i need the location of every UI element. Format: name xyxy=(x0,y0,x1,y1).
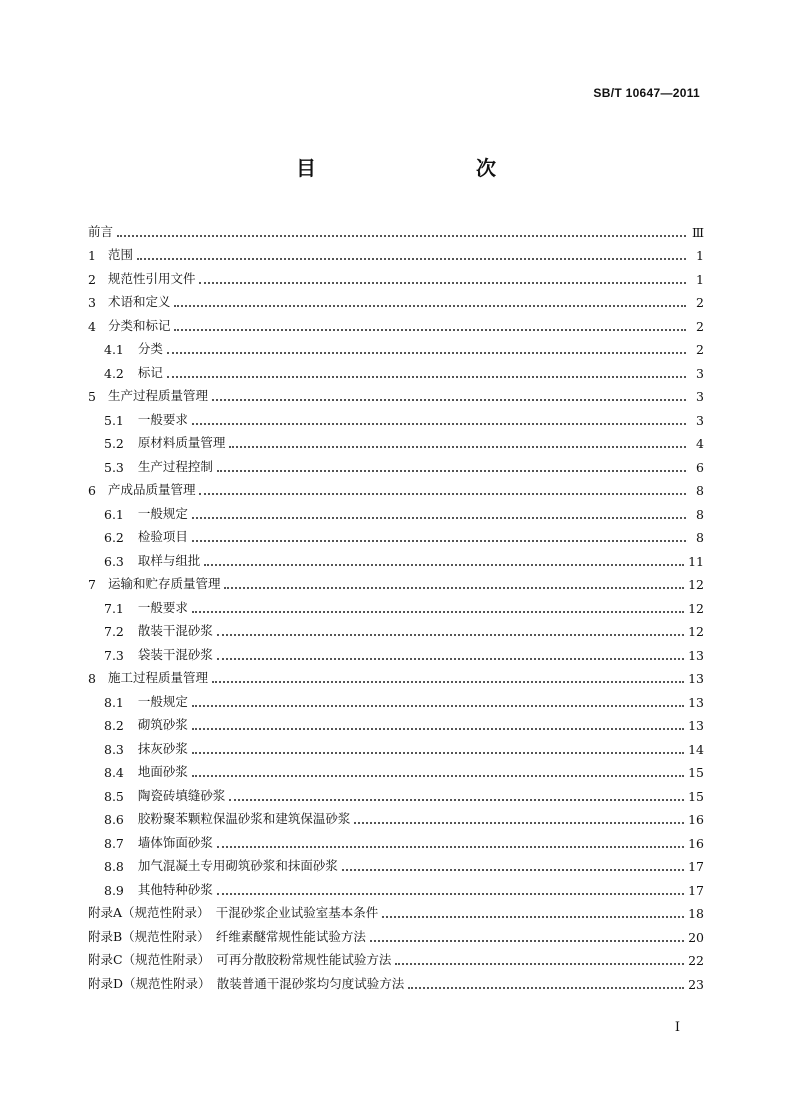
toc-entry-label: 规范性引用文件 xyxy=(107,270,196,286)
toc-entry[interactable] xyxy=(88,498,704,522)
toc-entry-number: 5 xyxy=(88,389,96,404)
toc-entry-page: 3 xyxy=(696,389,704,404)
toc-entry[interactable] xyxy=(88,310,704,334)
toc-entry[interactable] xyxy=(88,898,704,922)
toc-entry-page: 17 xyxy=(688,882,704,898)
toc-entry-page: 20 xyxy=(688,929,704,945)
toc-dot-leader xyxy=(212,669,684,683)
toc-entry-number: 7.2 xyxy=(104,624,124,639)
toc-entry-page: 13 xyxy=(688,694,704,710)
toc-dot-leader xyxy=(199,270,686,284)
toc-entry-label: 附录B（规范性附录） 纤维素醚常规性能试验方法 xyxy=(88,928,366,944)
toc-dot-leader xyxy=(192,763,684,777)
toc-entry[interactable] xyxy=(88,663,704,687)
header-standard-code: SB/T 10647—2011 xyxy=(593,86,700,100)
toc-entry-page: 15 xyxy=(688,788,704,804)
toc-entry[interactable] xyxy=(88,733,704,757)
toc-dot-leader xyxy=(370,928,684,942)
toc-entry-page: 16 xyxy=(688,835,704,851)
toc-entry-label: 原材料质量管理 xyxy=(137,435,226,450)
toc-entry-label: 散装干混砂浆 xyxy=(137,623,213,638)
toc-entry-label: 附录A（规范性附录） 干混砂浆企业试验室基本条件 xyxy=(88,905,379,920)
toc-dot-leader xyxy=(192,411,686,425)
toc-entry-number: 8.3 xyxy=(104,741,124,757)
toc-entry-page: 13 xyxy=(688,671,704,686)
toc-entry-number: 6.1 xyxy=(104,506,124,522)
toc-dot-leader xyxy=(217,881,684,895)
toc-entry-number: 8.8 xyxy=(104,859,124,874)
toc-entry-label: 袋装干混砂浆 xyxy=(137,646,213,662)
toc-entry-page: 17 xyxy=(688,859,704,874)
toc-entry[interactable] xyxy=(88,592,704,616)
toc-dot-leader xyxy=(192,599,684,613)
toc-entry-label: 墙体饰面砂浆 xyxy=(137,834,213,850)
toc-entry-label: 其他特种砂浆 xyxy=(137,881,213,897)
toc-entry-label: 生产过程质量管理 xyxy=(107,388,208,403)
toc-entry[interactable] xyxy=(88,639,704,663)
toc-entry-label: 产成品质量管理 xyxy=(107,482,196,497)
toc-entry-label: 胶粉聚苯颗粒保温砂浆和建筑保温砂浆 xyxy=(137,811,351,826)
toc-entry-page: 12 xyxy=(688,577,704,592)
toc-entry[interactable] xyxy=(88,357,704,381)
toc-entry-label: 砌筑砂浆 xyxy=(137,717,188,732)
toc-entry-number: 8.9 xyxy=(104,882,124,898)
toc-entry[interactable] xyxy=(88,616,704,640)
page-title: 目 次 xyxy=(296,156,536,180)
toc-entry-page: 15 xyxy=(688,765,704,780)
toc-entry-number: 6 xyxy=(88,483,96,498)
toc-entry-page: 1 xyxy=(696,271,704,287)
toc-dot-leader xyxy=(174,293,686,307)
toc-dot-leader xyxy=(204,552,684,566)
toc-entry-label: 抹灰砂浆 xyxy=(137,740,188,756)
toc-entry-page: 12 xyxy=(688,624,704,639)
toc-entry-number: 4 xyxy=(88,318,96,334)
toc-dot-leader xyxy=(137,246,686,260)
toc-entry-label: 范围 xyxy=(107,247,133,262)
toc-dot-leader xyxy=(199,481,686,495)
toc-entry-label: 术语和定义 xyxy=(107,294,171,309)
footer-page-number: I xyxy=(674,1020,680,1035)
table-of-contents xyxy=(88,216,704,992)
toc-entry-label: 一般规定 xyxy=(137,693,188,709)
toc-entry-number: 8.6 xyxy=(104,812,124,827)
toc-entry-number: 8.7 xyxy=(104,835,124,851)
toc-entry[interactable] xyxy=(88,216,704,240)
toc-entry[interactable] xyxy=(88,287,704,311)
toc-entry-page: 11 xyxy=(688,553,704,569)
toc-dot-leader xyxy=(382,904,684,918)
toc-dot-leader xyxy=(217,646,684,660)
toc-dot-leader xyxy=(167,340,686,354)
toc-entry-number: 7 xyxy=(88,577,96,592)
toc-dot-leader xyxy=(229,434,686,448)
toc-entry[interactable] xyxy=(88,757,704,781)
toc-entry-label: 取样与组批 xyxy=(137,552,201,568)
toc-entry[interactable] xyxy=(88,240,704,264)
toc-dot-leader xyxy=(342,857,684,871)
toc-dot-leader xyxy=(224,575,684,589)
toc-dot-leader xyxy=(192,528,686,542)
toc-entry[interactable] xyxy=(88,780,704,804)
toc-entry-label: 前言 xyxy=(88,223,114,239)
toc-entry-number: 4.2 xyxy=(104,365,124,381)
toc-entry-label: 运输和贮存质量管理 xyxy=(107,576,221,591)
toc-dot-leader xyxy=(408,975,684,989)
toc-entry-page: 13 xyxy=(688,718,704,733)
toc-entry-label: 附录C（规范性附录） 可再分散胶粉常规性能试验方法 xyxy=(88,952,392,967)
toc-dot-leader xyxy=(217,834,684,848)
toc-entry[interactable] xyxy=(88,381,704,405)
toc-entry[interactable] xyxy=(88,686,704,710)
toc-entry-number: 8.4 xyxy=(104,765,124,780)
toc-entry-page: 23 xyxy=(688,976,704,992)
toc-entry-label: 标记 xyxy=(137,364,163,380)
toc-dot-leader xyxy=(212,387,686,401)
toc-entry-number: 7.1 xyxy=(104,600,124,616)
toc-entry-page: 6 xyxy=(696,459,704,475)
toc-entry-number: 3 xyxy=(88,295,96,310)
toc-entry[interactable] xyxy=(88,921,704,945)
toc-entry[interactable] xyxy=(88,522,704,546)
toc-entry-number: 1 xyxy=(88,248,96,263)
toc-entry[interactable] xyxy=(88,475,704,499)
toc-dot-leader xyxy=(229,787,684,801)
toc-entry-number: 8.5 xyxy=(104,788,124,804)
toc-dot-leader xyxy=(192,693,684,707)
toc-entry-label: 一般要求 xyxy=(137,599,188,615)
toc-entry-number: 8 xyxy=(88,671,96,686)
toc-entry-page: 3 xyxy=(696,412,704,428)
toc-dot-leader xyxy=(354,810,684,824)
toc-entry-page: 3 xyxy=(696,365,704,381)
toc-entry-number: 5.3 xyxy=(104,459,124,475)
toc-dot-leader xyxy=(217,458,686,472)
toc-dot-leader xyxy=(117,223,686,237)
toc-entry-number: 8.1 xyxy=(104,694,124,710)
toc-entry-page: 22 xyxy=(688,953,704,968)
toc-entry-number: 6.3 xyxy=(104,553,124,569)
toc-dot-leader xyxy=(395,951,684,965)
toc-entry-label: 一般规定 xyxy=(137,505,188,521)
toc-entry[interactable] xyxy=(88,945,704,969)
toc-entry[interactable] xyxy=(88,804,704,828)
toc-entry-number: 2 xyxy=(88,271,96,287)
toc-entry[interactable] xyxy=(88,968,704,992)
toc-entry-page: 2 xyxy=(696,295,704,310)
toc-entry-page: Ⅲ xyxy=(691,224,704,240)
toc-entry-number: 8.2 xyxy=(104,718,124,733)
toc-entry[interactable] xyxy=(88,545,704,569)
toc-entry-page: 2 xyxy=(696,318,704,334)
toc-entry-page: 4 xyxy=(696,436,704,451)
toc-entry-page: 8 xyxy=(696,483,704,498)
toc-entry[interactable] xyxy=(88,451,704,475)
toc-entry-label: 检验项目 xyxy=(137,529,188,544)
toc-entry-number: 5.1 xyxy=(104,412,124,428)
toc-entry-page: 18 xyxy=(688,906,704,921)
toc-entry-page: 8 xyxy=(696,530,704,545)
toc-entry-label: 分类和标记 xyxy=(107,317,171,333)
toc-dot-leader xyxy=(167,364,686,378)
toc-entry[interactable] xyxy=(88,569,704,593)
toc-entry-label: 一般要求 xyxy=(137,411,188,427)
toc-entry-label: 附录D（规范性附录） 散装普通干混砂浆均匀度试验方法 xyxy=(88,975,405,991)
toc-entry[interactable] xyxy=(88,263,704,287)
toc-entry[interactable] xyxy=(88,851,704,875)
toc-dot-leader xyxy=(217,622,684,636)
toc-entry-page: 14 xyxy=(688,741,704,757)
toc-entry-label: 地面砂浆 xyxy=(137,764,188,779)
toc-entry-number: 7.3 xyxy=(104,647,124,663)
toc-entry-page: 12 xyxy=(688,600,704,616)
toc-entry-label: 陶瓷砖填缝砂浆 xyxy=(137,787,226,803)
toc-entry-number: 6.2 xyxy=(104,530,124,545)
toc-entry-label: 施工过程质量管理 xyxy=(107,670,208,685)
toc-entry[interactable] xyxy=(88,404,704,428)
toc-entry-label: 分类 xyxy=(137,341,163,356)
toc-dot-leader xyxy=(174,317,686,331)
toc-entry[interactable] xyxy=(88,874,704,898)
toc-dot-leader xyxy=(192,740,684,754)
toc-entry-page: 8 xyxy=(696,506,704,522)
toc-entry[interactable] xyxy=(88,827,704,851)
toc-dot-leader xyxy=(192,505,686,519)
toc-entry[interactable] xyxy=(88,428,704,452)
toc-entry-page: 16 xyxy=(688,812,704,827)
toc-entry[interactable] xyxy=(88,334,704,358)
toc-entry-page: 13 xyxy=(688,647,704,663)
toc-entry-label: 加气混凝土专用砌筑砂浆和抹面砂浆 xyxy=(137,858,338,873)
toc-dot-leader xyxy=(192,716,684,730)
toc-entry-number: 4.1 xyxy=(104,342,124,357)
toc-entry-label: 生产过程控制 xyxy=(137,458,213,474)
toc-entry[interactable] xyxy=(88,710,704,734)
toc-entry-number: 5.2 xyxy=(104,436,124,451)
toc-entry-page: 2 xyxy=(696,342,704,357)
toc-entry-page: 1 xyxy=(696,248,704,263)
